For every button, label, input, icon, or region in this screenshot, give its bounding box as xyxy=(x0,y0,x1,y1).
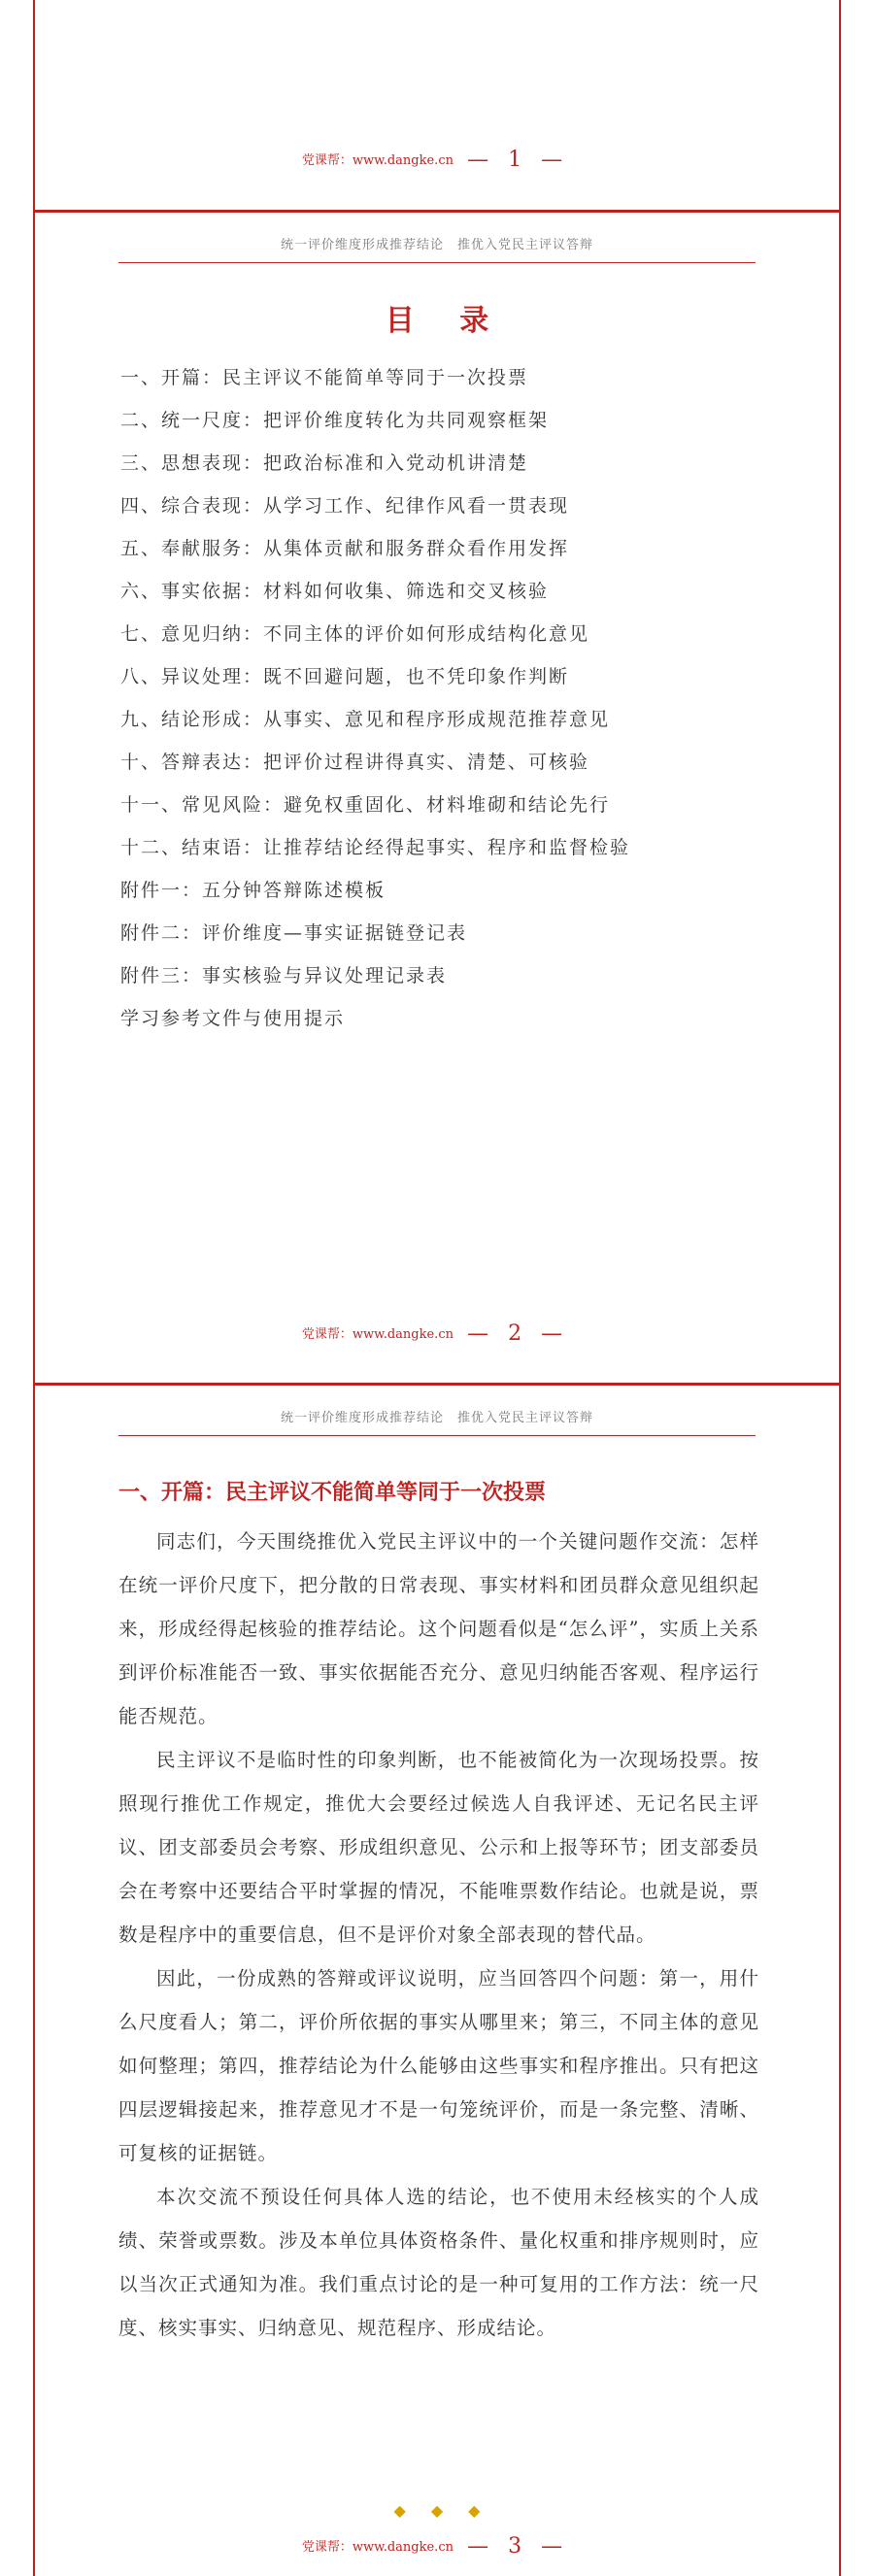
toc-item[interactable]: 八、异议处理：既不回避问题，也不凭印象作判断 xyxy=(120,666,570,687)
toc-item[interactable]: 七、意见归纳：不同主体的评价如何形成结构化意见 xyxy=(120,623,590,645)
footer-site: 党课帮：www.dangke.cn xyxy=(301,1327,454,1342)
body-paragraph: 民主评议不是临时性的印象判断，也不能被简化为一次现场投票。按照现行推优工作规定，推优大会要经过候选人自我评述、无记名民主评议、团支部委员会考察、形成组织意见、公示和上报等环节；团支部委员会在考察中还要结合平时掌握的情况，不能唯票数作结论。也就是说，票数是程序中的重要信息，但不是评价对象全部表现的替代品。 xyxy=(118,1749,759,1946)
body-paragraph: 本次交流不预设任何具体人选的结论，也不使用未经核实的个人成绩、荣誉或票数。涉及本单位具体资格条件、量化权重和排序规则时，应以当次正式通知为准。我们重点讨论的是一种可复用的工作方法：统一尺度、核实事实、归纳意见、规范程序、形成结论。 xyxy=(118,2186,759,2339)
page-footer xyxy=(35,148,839,172)
page-2 xyxy=(33,213,841,1383)
toc-item[interactable]: 附件二：评价维度—事实证据链登记表 xyxy=(120,922,468,944)
toc-item[interactable]: 三、思想表现：把政治标准和入党动机讲清楚 xyxy=(120,452,529,474)
section-title: 一、开篇：民主评议不能简单等同于一次投票 xyxy=(118,1481,547,1505)
footer-dash-right: — xyxy=(541,2534,563,2559)
running-header xyxy=(118,1407,756,1436)
toc-list xyxy=(120,356,630,1040)
page-number: 3 xyxy=(508,2534,522,2559)
page-1 xyxy=(33,0,841,210)
decorative-diamonds: ◆◆◆ xyxy=(393,2501,506,2520)
toc-item[interactable]: 十二、结束语：让推荐结论经得起事实、程序和监督检验 xyxy=(120,837,631,858)
toc-item[interactable]: 十一、常见风险：避免权重固化、材料堆砌和结论先行 xyxy=(120,794,611,816)
running-header-right: 推优入党民主评议答辩 xyxy=(457,1411,594,1425)
footer-site: 党课帮：www.dangke.cn xyxy=(301,153,454,168)
page-number: 1 xyxy=(508,148,522,172)
toc-item[interactable]: 一、开篇：民主评议不能简单等同于一次投票 xyxy=(120,367,529,388)
body-paragraph: 同志们，今天围绕推优入党民主评议中的一个关键问题作交流：怎样在统一评价尺度下，把分散的日常表现、事实材料和团员群众意见组织起来，形成经得起核验的推荐结论。这个问题看似是“怎么评”，实质上关系到评价标准能否一致、事实依据能否充分、意见归纳能否客观、程序运行能否规范。 xyxy=(118,1530,759,1727)
page-footer xyxy=(35,1321,839,1346)
body-paragraph: 因此，一份成熟的答辩或评议说明，应当回答四个问题：第一，用什么尺度看人；第二，评价所依据的事实从哪里来；第三，不同主体的意见如何整理；第四，推荐结论为什么能够由这些事实和程序推出。只有把这四层逻辑接起来，推荐意见才不是一句笼统评价，而是一条完整、清晰、可复核的证据链。 xyxy=(118,1967,759,2164)
toc-item[interactable]: 十、答辩表达：把评价过程讲得真实、清楚、可核验 xyxy=(120,752,590,773)
running-header-right: 推优入党民主评议答辩 xyxy=(457,238,594,252)
footer-dash-left: — xyxy=(467,148,489,172)
toc-title: 目 录 xyxy=(385,304,507,338)
toc-item[interactable]: 二、统一尺度：把评价维度转化为共同观察框架 xyxy=(120,410,550,431)
page-number: 2 xyxy=(508,1321,522,1346)
section-body xyxy=(118,1520,759,2350)
page-3 xyxy=(33,1386,841,2576)
running-header-left: 统一评价维度形成推荐结论 xyxy=(280,1411,444,1425)
toc-item[interactable]: 九、结论形成：从事实、意见和程序形成规范推荐意见 xyxy=(120,709,611,730)
toc-item[interactable]: 附件三：事实核验与异议处理记录表 xyxy=(120,965,448,987)
footer-dash-left: — xyxy=(467,2534,489,2559)
toc-item[interactable]: 附件一：五分钟答辩陈述模板 xyxy=(120,880,387,901)
running-header-left: 统一评价维度形成推荐结论 xyxy=(280,238,444,252)
toc-item[interactable]: 六、事实依据：材料如何收集、筛选和交叉核验 xyxy=(120,581,550,602)
footer-dash-left: — xyxy=(467,1321,489,1346)
toc-item[interactable]: 五、奉献服务：从集体贡献和服务群众看作用发挥 xyxy=(120,538,570,559)
page-footer xyxy=(35,2534,839,2559)
footer-dash-right: — xyxy=(541,1321,563,1346)
toc-item[interactable]: 学习参考文件与使用提示 xyxy=(120,1008,346,1029)
footer-dash-right: — xyxy=(541,148,563,172)
footer-site: 党课帮：www.dangke.cn xyxy=(301,2540,454,2555)
running-header xyxy=(118,234,756,263)
toc-item[interactable]: 四、综合表现：从学习工作、纪律作风看一贯表现 xyxy=(120,495,570,517)
